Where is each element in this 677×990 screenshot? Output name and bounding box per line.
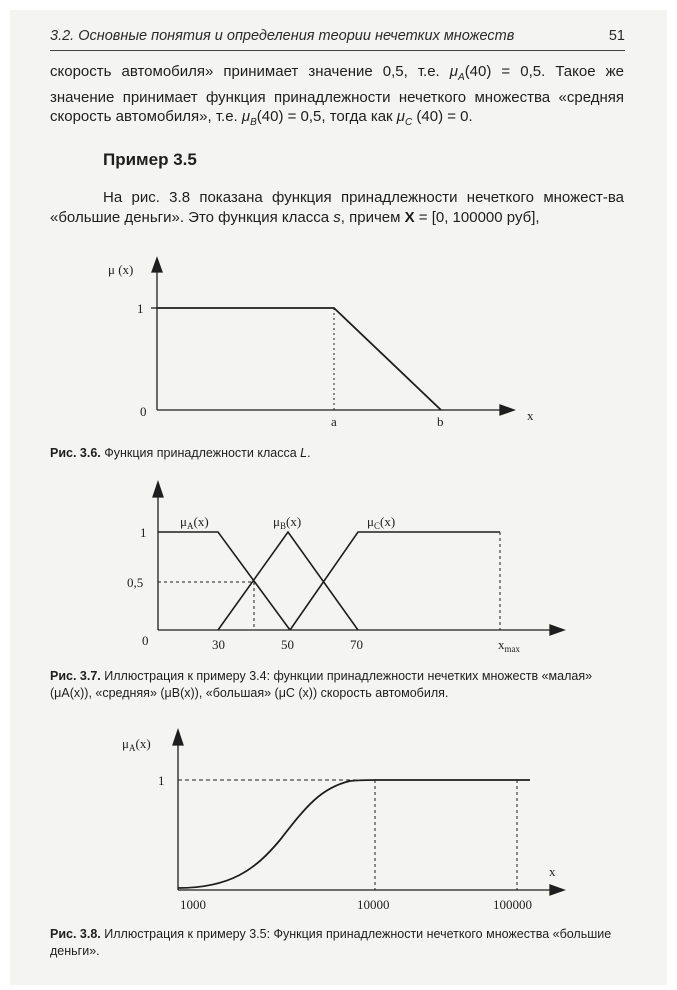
fig38-x-arrow	[550, 885, 564, 895]
example-text-c: = [0, 100000 руб],	[414, 208, 540, 226]
fig38-x-label: x	[549, 864, 556, 879]
fig37-label-muB: $\mu_B(x)$	[273, 514, 302, 531]
fig37-tick-label-50: 50	[281, 637, 294, 652]
fig38-tick-label-100000: 100000	[493, 897, 532, 912]
page-number: 51	[608, 28, 625, 44]
fig38-caption	[50, 926, 622, 960]
fig36-caption-end: .	[307, 446, 311, 460]
example-text-s: s	[333, 208, 341, 226]
fig38-tick-label-1000: 1000	[180, 897, 206, 912]
fig36-tick-label-a: a	[331, 414, 337, 429]
fig36-caption-class: L	[300, 446, 308, 460]
fig38-tick-label-1: 1	[158, 773, 165, 788]
fig36-y-label: μ (x)	[108, 262, 134, 277]
fig37-tick-label-70: 70	[350, 637, 363, 652]
fig37-tick-label-1: 1	[140, 525, 147, 540]
fig38-tick-label-10000: 10000	[357, 897, 390, 912]
fig38-caption-text: Иллюстрация к примеру 3.5: Функция принадлежности нечеткого множества «большие деньги».	[50, 927, 612, 958]
example-text-a: На рис. 3.8 показана функция принадлежности нечеткого множест-ва «большие деньги». Это функция класса	[50, 189, 624, 226]
fig37-tick-label-xmax: $x_{max}$	[498, 637, 520, 654]
sub-c: C	[405, 117, 413, 128]
fig36-tick-label-0: 0	[140, 404, 147, 419]
header-title: 3.2. Основные понятия и определения теории нечетких множеств	[50, 28, 515, 44]
fig36-x-label: x	[527, 408, 534, 423]
fig36-caption-label: Рис. 3.6.	[50, 446, 101, 460]
paragraph-1-text-c: (40) = 0,5, тогда как	[256, 108, 397, 125]
sub-b: B	[250, 117, 257, 128]
fig36-caption-text: Функция принадлежности класса	[100, 446, 301, 460]
example-heading: Пример 3.5	[103, 150, 197, 169]
fig36-tick-label-1: 1	[137, 301, 144, 316]
fig37-caption-text: Иллюстрация к примеру 3.4: функции принадлежности нечетких множеств «малая» (μA(x)), «средняя» (μB(x)), «большая» (μC (x)) скорость автомобиля.	[50, 669, 593, 700]
mu-symbol: μ	[241, 108, 251, 125]
fig37-tick-label-30: 30	[212, 637, 225, 652]
fig38-caption-label: Рис. 3.8.	[50, 927, 101, 941]
fig36-tick-label-b: b	[437, 414, 444, 429]
paragraph-1-text-b: (40) = 0,5. Такое же значение принимает функция принадлежности нечеткого множества «средняя скорость автомобиля», т.е.	[50, 63, 625, 125]
fig38-y-arrow	[173, 730, 183, 745]
example-text-X: X	[404, 208, 415, 226]
paragraph-1-text-d: (40) = 0.	[412, 108, 473, 125]
example-text-b: , причем	[340, 208, 405, 226]
paragraph-1-text-a: скорость автомобиля» принимает значение 0,5, т.е.	[50, 63, 450, 80]
fig37-label-muC: $\mu_C(x)$	[367, 514, 396, 531]
fig37-label-muA: $\mu_A(x)$	[180, 514, 209, 531]
fig37-tick-label-half: 0,5	[127, 575, 144, 590]
fig37-tick-label-0: 0	[142, 633, 149, 648]
mu-symbol: μ	[449, 63, 459, 80]
mu-symbol: μ	[396, 108, 406, 125]
fig38-y-label: $\mu_A(x)$	[122, 736, 151, 753]
fig38-membership-curve	[178, 780, 530, 888]
fig37-caption-label: Рис. 3.7.	[50, 669, 101, 683]
sub-a: A	[458, 72, 465, 83]
